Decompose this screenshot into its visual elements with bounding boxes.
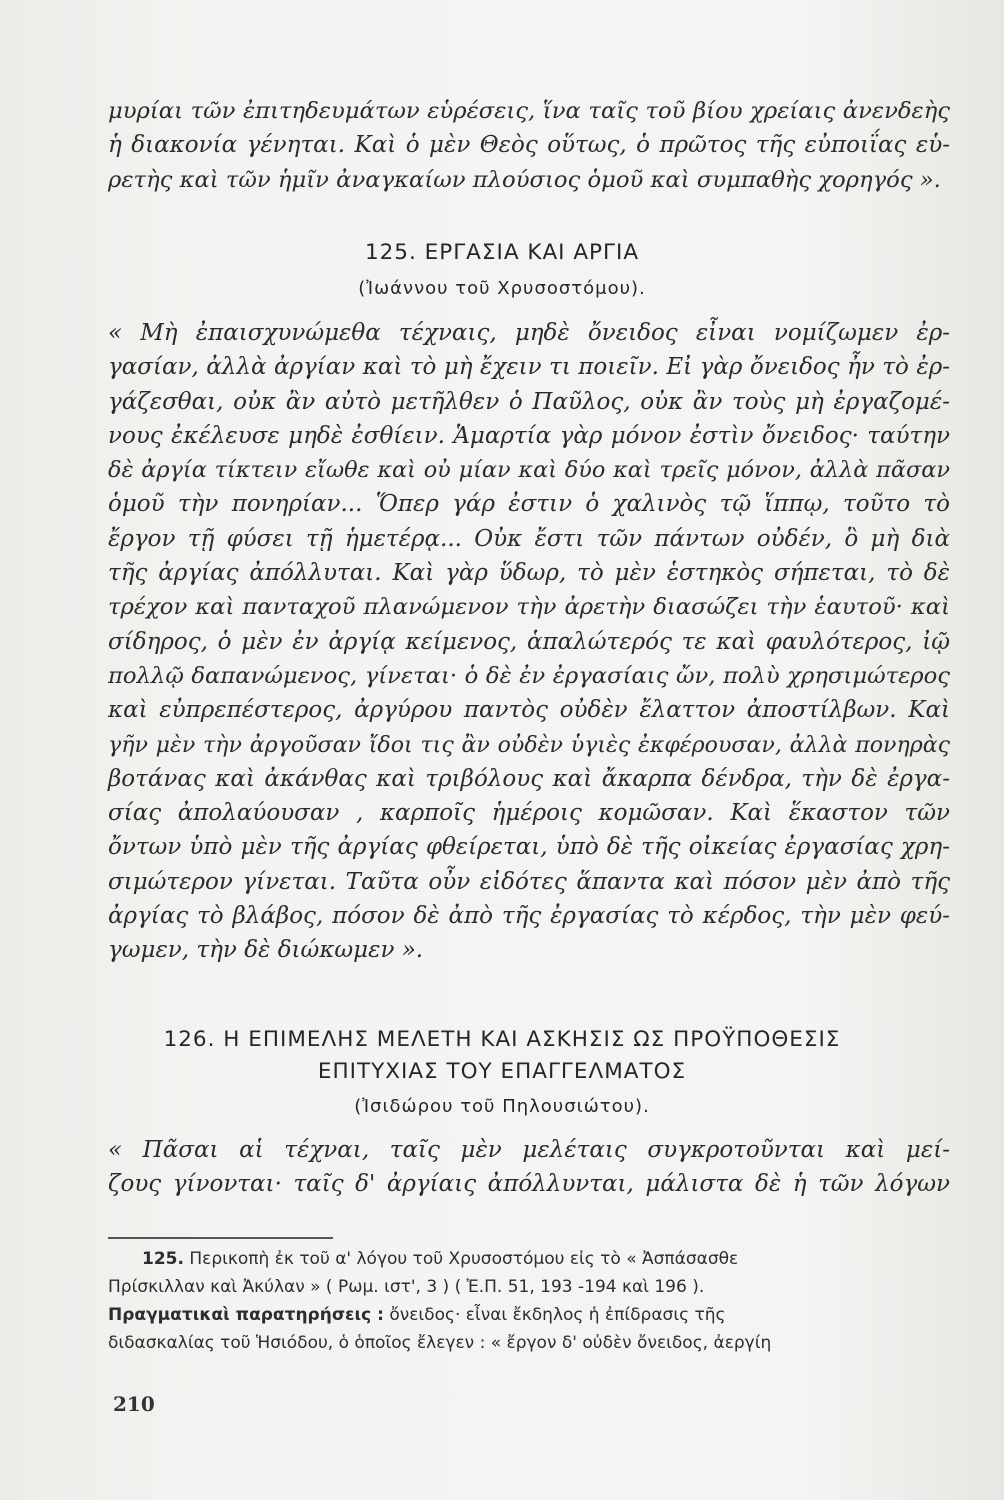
text-line: ὁμοῦ τὴν πονηρίαν... Ὅπερ γάρ ἐστιν ὁ χαλινὸς τῷ ἵππῳ, τοῦτο τὸ bbox=[108, 491, 950, 518]
text-line: γάζεσθαι, οὐκ ἂν αὐτὸ μετῆλθεν ὁ Παῦλος, οὐκ ἂν τοὺς μὴ ἐργαζομέ- bbox=[108, 388, 950, 415]
section-125-author: (Ἰωάννου τοῦ Χρυσοστόμου). bbox=[358, 278, 646, 299]
section-126-title-line2: ΕΠΙΤΥΧΙΑΣ ΤΟΥ ΕΠΑΓΓΕΛΜΑΤΟΣ bbox=[317, 1059, 687, 1084]
text-line: ζους γίνονται· ταῖς δ' ἀργίαις ἀπόλλυνται, μάλιστα δὲ ἡ τῶν λόγων bbox=[108, 1171, 950, 1198]
footnote-line bbox=[108, 1245, 950, 1273]
text-line: γωμεν, τὴν δὲ διώκωμεν ». bbox=[108, 937, 424, 964]
footnote-line bbox=[108, 1301, 950, 1329]
text-line: ρετὴς καὶ τῶν ἡμῖν ἀναγκαίων πλούσιος ὁμοῦ καὶ συμπαθὴς χορηγός ». bbox=[108, 166, 941, 193]
section-125-title: 125. ΕΡΓΑΣΙΑ ΚΑΙ ΑΡΓΙΑ bbox=[364, 240, 640, 265]
footnote-divider bbox=[108, 1237, 333, 1239]
page-number: 210 bbox=[113, 1392, 155, 1416]
text-line: « Πᾶσαι αἱ τέχναι, ταῖς μὲν μελέταις συγκροτοῦνται καὶ μεί- bbox=[108, 1137, 950, 1163]
text-line: τῆς ἀργίας ἀπόλλυται. Καὶ γὰρ ὕδωρ, τὸ μὲν ἑστηκὸς σήπεται, τὸ δὲ bbox=[108, 560, 950, 587]
top-paragraph bbox=[108, 94, 950, 197]
text-line: ἡ διακονία γένηται. Καὶ ὁ μὲν Θεὸς οὕτως, ὁ πρῶτος τῆς εὐποιΐας εὑ- bbox=[108, 132, 950, 159]
footnote-line: διδασκαλίας τοῦ Ἡσιόδου, ὁ ὁποῖος ἔλεγεν : « ἔργον δ' οὐδὲν ὄνειδος, ἀεργίη bbox=[108, 1333, 772, 1353]
text-line: νους ἐκέλευσε μηδὲ ἐσθίειν. Ἁμαρτία γὰρ μόνον ἐστὶν ὄνειδος· ταύτην bbox=[108, 422, 950, 449]
text-line: καὶ εὐπρεπέστερος, ἀργύρου παντὸς οὐδὲν ἔλαττον ἀποστίλβων. Καὶ bbox=[108, 697, 950, 724]
section-126-title-line1: 126. Η ΕΠΙΜΕΛΗΣ ΜΕΛΕΤΗ ΚΑΙ ΑΣΚΗΣΙΣ ΩΣ ΠΡΟΫΠΟΘΕΣΙΣ bbox=[163, 1027, 841, 1052]
text-line: πολλῷ δαπανώμενος, γίνεται· ὁ δὲ ἐν ἐργασίαις ὤν, πολὺ χρησιμώτερος bbox=[108, 662, 950, 689]
text-line: μυρίαι τῶν ἐπιτηδευμάτων εὑρέσεις, ἵνα ταῖς τοῦ βίου χρείαις ἀνενδεὴς bbox=[108, 98, 950, 124]
section-125-body bbox=[108, 316, 950, 968]
text-line: « Μὴ ἐπαισχυνώμεθα τέχναις, μηδὲ ὄνειδος εἶναι νομίζωμεν ἐρ- bbox=[108, 320, 950, 346]
footnote-text: Περικοπὴ ἐκ τοῦ α' λόγου τοῦ Χρυσοστόμου εἰς τὸ « Ἀσπάσασθε bbox=[183, 1249, 739, 1269]
footnote-line: Πρίσκιλλαν καὶ Ἀκύλαν » ( Ρωμ. ιστ', 3 ) ( Ἑ.Π. 51, 193 -194 καὶ 196 ). bbox=[108, 1277, 705, 1297]
text-line: σίδηρος, ὁ μὲν ἐν ἀργίᾳ κείμενος, ἁπαλώτερός τε καὶ φαυλότερος, ἰῷ bbox=[108, 628, 950, 655]
footnote bbox=[108, 1245, 950, 1357]
footnote-number: 125. bbox=[142, 1249, 184, 1269]
text-line: ὄντων ὑπὸ μὲν τῆς ἀργίας φθείρεται, ὑπὸ δὲ τῆς οἰκείας ἐργασίας χρη- bbox=[108, 834, 950, 861]
text-line: γασίαν, ἀλλὰ ἀργίαν καὶ τὸ μὴ ἔχειν τι ποιεῖν. Εἰ γὰρ ὄνειδος ἦν τὸ ἐρ- bbox=[108, 354, 950, 381]
text-line: δὲ ἀργία τίκτειν εἴωθε καὶ οὐ μίαν καὶ δύο καὶ τρεῖς μόνον, ἀλλὰ πᾶσαν bbox=[108, 457, 950, 484]
text-line: τρέχον καὶ πανταχοῦ πλανώμενον τὴν ἀρετὴν διασώζει τὴν ἑαυτοῦ· καὶ bbox=[108, 594, 950, 621]
section-126-author: (Ἰσιδώρου τοῦ Πηλουσιώτου). bbox=[354, 1096, 650, 1117]
section-126-body bbox=[108, 1133, 950, 1202]
footnote-label: Πραγματικαὶ παρατηρήσεις : bbox=[108, 1305, 384, 1325]
text-line: σίας ἀπολαύουσαν , καρποῖς ἡμέροις κομῶσαν. Καὶ ἕκαστον τῶν bbox=[108, 800, 950, 827]
text-line: ἔργον τῇ φύσει τῇ ἡμετέρᾳ... Οὐκ ἔστι τῶν πάντων οὐδέν, ὃ μὴ διὰ bbox=[108, 525, 950, 552]
text-line: γῆν μὲν τὴν ἀργοῦσαν ἴδοι τις ἂν οὐδὲν ὑγιὲς ἐκφέρουσαν, ἀλλὰ πονηρὰς bbox=[108, 731, 950, 758]
text-line: βοτάνας καὶ ἀκάνθας καὶ τριβόλους καὶ ἄκαρπα δένδρα, τὴν δὲ ἐργα- bbox=[108, 765, 950, 792]
footnote-text: ὄνειδος· εἶναι ἔκδηλος ἡ ἐπίδρασις τῆς bbox=[383, 1305, 726, 1325]
text-line: σιμώτερον γίνεται. Ταῦτα οὖν εἰδότες ἅπαντα καὶ πόσον μὲν ἀπὸ τῆς bbox=[108, 868, 950, 895]
text-line: ἀργίας τὸ βλάβος, πόσον δὲ ἀπὸ τῆς ἐργασίας τὸ κέρδος, τὴν μὲν φεύ- bbox=[108, 903, 950, 930]
